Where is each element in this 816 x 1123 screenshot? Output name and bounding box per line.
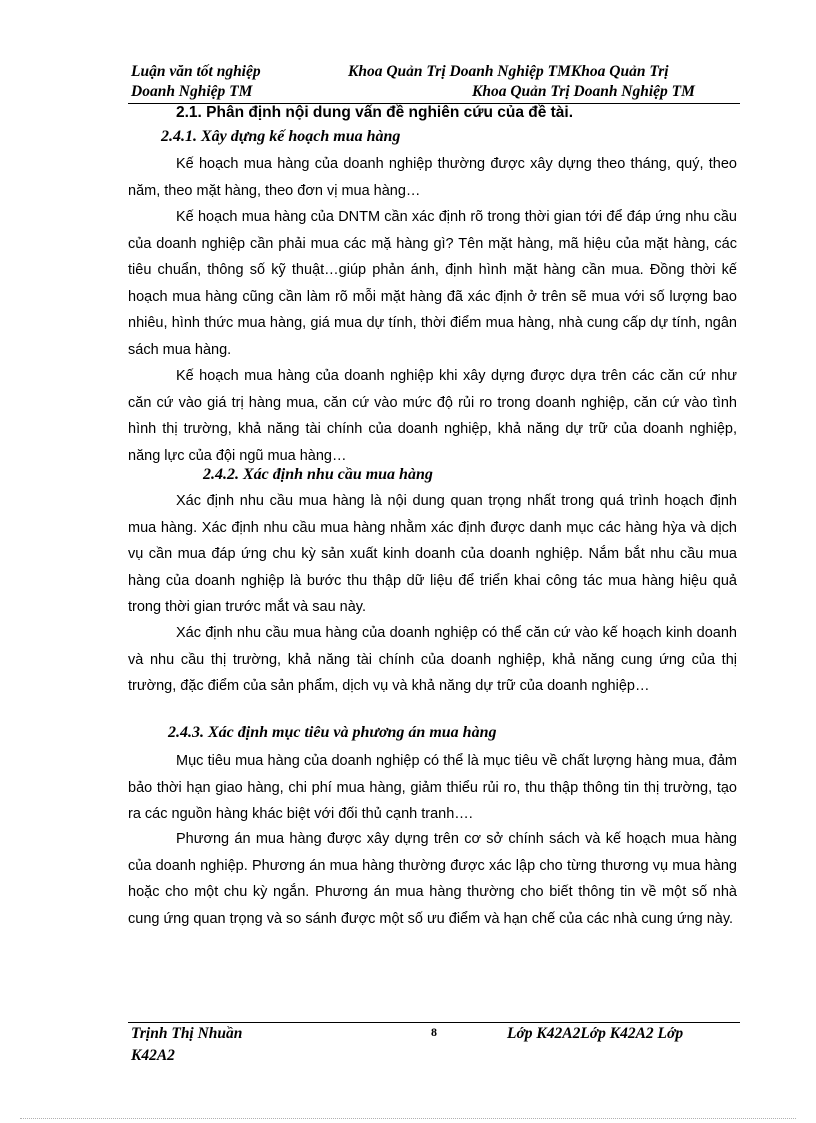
page-number: 8 bbox=[431, 1025, 437, 1039]
paragraph: Xác định nhu cầu mua hàng là nội dung quan trọng nhất trong quá trình hoạch định mua hàng. Xác định nhu cầu mua hàng nhằm xác định được danh mục các hàng hỳa và dịch vụ cần mua đáp ứng chu kỳ sản xuất kinh doanh của doanh nghiệp. Nắm bắt nhu cầu mua hàng của doanh nghiệp là bước thu thập dữ liệu để triển khai công tác mua hàng hiệu quả trong thời gian trước mắt và sau này. bbox=[128, 493, 737, 616]
footer-divider bbox=[128, 1022, 740, 1023]
subsection-title: 2.4.3. Xác định mục tiêu và phương án mua hàng bbox=[168, 724, 497, 741]
subsection-title: 2.4.2. Xác định nhu cầu mua hàng bbox=[203, 466, 433, 483]
subsection-title: 2.4.1. Xây dựng kế hoạch mua hàng bbox=[161, 128, 401, 145]
footer-class-label: Lớp K42A2Lớp K42A2 Lớp bbox=[507, 1025, 684, 1042]
paragraph: Mục tiêu mua hàng của doanh nghiệp có thể là mục tiêu về chất lượng hàng mua, đảm bảo thời hạn giao hàng, chi phí mua hàng, giảm thiểu rủi ro, thu thập thông tin thị trường, tạo ra các nguồn hàng khác biệt với đối thủ cạnh tranh…. bbox=[128, 753, 737, 823]
section-title: 2.1. Phân định nội dung vấn đề nghiên cứu của đề tài. bbox=[176, 104, 574, 121]
header-faculty-label: Khoa Quản Trị Doanh Nghiệp TMKhoa Quản Trị bbox=[348, 63, 669, 80]
paragraph: Kế hoạch mua hàng của doanh nghiệp thường được xây dựng theo tháng, quý, theo năm, theo mặt hàng, theo đơn vị mua hàng… bbox=[128, 156, 737, 199]
footer-author: Trịnh Thị Nhuần bbox=[131, 1025, 243, 1042]
paragraph: Xác định nhu cầu mua hàng của doanh nghiệp có thể căn cứ vào kế hoạch kinh doanh và nhu cầu thị trường, khả năng tài chính của doanh nghiệp, khả năng cung ứng của thị trường, đặc điểm của sản phẩm, dịch vụ và khả năng dự trữ của doanh nghiệp… bbox=[128, 625, 737, 695]
header-faculty-continuation: Doanh Nghiệp TM bbox=[131, 83, 253, 100]
footer-author-class: K42A2 bbox=[131, 1047, 175, 1064]
paragraph: Kế hoạch mua hàng của DNTM cần xác định rõ trong thời gian tới để đáp ứng nhu cầu của doanh nghiệp cần phải mua các mặ hàng gì? Tên mặt hàng, mã hiệu của mặt hàng, các tiêu chuẩn, thông số kỹ thuật…giúp phản ánh, định hình mặt hàng cần mua. Đồng thời kế hoạch mua hàng cũng cần làm rõ mỗi mặt hàng đã xác định ở trên sẽ mua với số lượng bao nhiêu, hình thức mua hàng, giá mua dự tính, thời điểm mua hàng, nhà cung cấp dự tính, ngân sách mua hàng. bbox=[128, 209, 737, 358]
page-bottom-border bbox=[20, 1118, 796, 1119]
header-faculty-label-2: Khoa Quản Trị Doanh Nghiệp TM bbox=[472, 83, 695, 100]
paragraph: Kế hoạch mua hàng của doanh nghiệp khi xây dựng được dựa trên các căn cứ như căn cứ vào giá trị hàng mua, căn cứ vào mức độ rủi ro trong doanh nghiệp, căn cứ vào tình hình thị trường, khả năng tài chính của doanh nghiệp, khả năng dự trữ của doanh nghiệp, năng lực của đội ngũ mua hàng… bbox=[128, 368, 737, 464]
header-thesis-label: Luận văn tốt nghiệp bbox=[131, 63, 261, 80]
paragraph: Phương án mua hàng được xây dựng trên cơ sở chính sách và kế hoạch mua hàng của doanh nghiệp. Phương án mua hàng thường được xác lập cho từng thương vụ mua hàng hoặc cho một chu kỳ ngắn. Phương án mua hàng thường cho biết thông tin về một số nhà cung ứng quan trọng và so sánh được một số ưu điểm và hạn chế của các nhà cung ứng này. bbox=[128, 831, 737, 927]
